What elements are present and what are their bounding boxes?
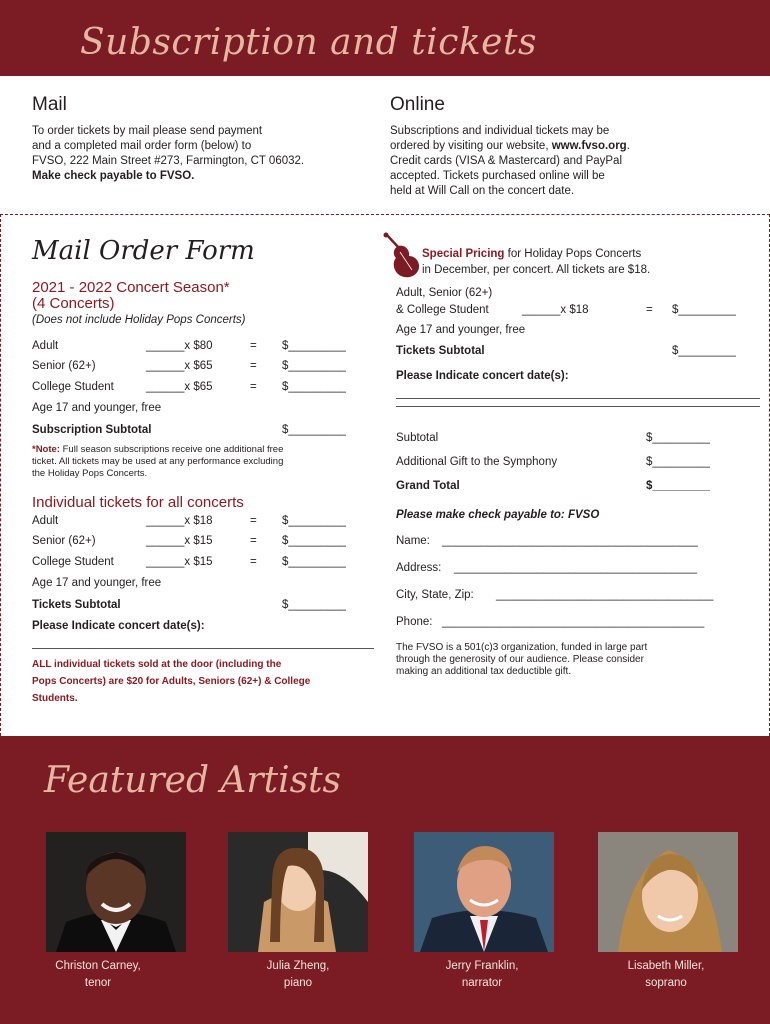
artist-caption-miller: [596, 958, 736, 992]
row-label: Adult: [32, 515, 59, 527]
address-field[interactable]: [396, 562, 750, 582]
footnote-label: *Note:: [32, 444, 60, 455]
row-label: Age 17 and younger, free: [396, 324, 526, 336]
online-line: Credit cards (VISA & Mastercard) and PayPal: [390, 155, 623, 167]
season-footnote: [32, 444, 382, 480]
artist-caption-zheng: [228, 958, 368, 992]
mail-section: [32, 94, 392, 184]
row-equals: =: [250, 515, 257, 527]
online-heading: Online: [390, 94, 445, 115]
subtotal-amount[interactable]: $_________: [282, 599, 346, 611]
row-equals: =: [250, 340, 257, 352]
door-note-line: ALL individual tickets sold at the door (including the: [32, 659, 282, 670]
pops-special-pricing: [422, 246, 752, 278]
row-price[interactable]: ______x $15: [146, 535, 213, 547]
totals-gift-row: [396, 456, 750, 476]
row-label: Senior (62+): [32, 360, 96, 372]
dates-label: Please Indicate concert date(s):: [396, 370, 569, 382]
violin-icon: [382, 232, 422, 284]
row-equals: =: [646, 304, 653, 316]
row-label: Senior (62+): [32, 535, 96, 547]
row-equals: =: [250, 556, 257, 568]
field-line[interactable]: ______________________________________: [454, 562, 698, 574]
subtotal-amount[interactable]: $_________: [672, 345, 736, 357]
row-amount[interactable]: $_________: [282, 381, 346, 393]
row-amount[interactable]: $_________: [282, 360, 346, 372]
dates-label: Please Indicate concert date(s):: [32, 620, 205, 632]
artist-name: Lisabeth Miller,: [627, 960, 705, 972]
mail-text: [32, 124, 392, 184]
online-text: [390, 124, 750, 199]
season-heading: 2021 - 2022 Concert Season*: [32, 279, 230, 296]
field-line[interactable]: __________________________________: [496, 589, 714, 601]
city-state-zip-field[interactable]: [396, 589, 750, 609]
totals-label: Subtotal: [396, 432, 439, 444]
individual-row-adult: [32, 515, 362, 535]
artist-name: Christon Carney,: [55, 960, 141, 972]
row-price[interactable]: ______x $18: [146, 515, 213, 527]
payable-text: Please make check payable to: FVSO: [396, 509, 600, 521]
subtotal-label: Tickets Subtotal: [32, 599, 121, 611]
totals-amount[interactable]: $_________: [646, 456, 710, 468]
totals-amount[interactable]: $_________: [646, 480, 710, 492]
row-label: Adult: [32, 340, 59, 352]
field-label: Phone:: [396, 616, 433, 628]
row-label: Age 17 and younger, free: [32, 402, 162, 414]
footnote-text: the Holiday Pops Concerts.: [32, 468, 148, 479]
season-row-senior: [32, 360, 362, 380]
artist-name: Jerry Franklin,: [445, 960, 519, 972]
artist-caption-franklin: [412, 958, 552, 992]
nonprofit-note: [396, 642, 756, 678]
field-line[interactable]: _________________________________________: [442, 616, 705, 628]
row-equals: =: [250, 535, 257, 547]
artist-photo-franklin: [414, 832, 554, 952]
dates-entry-line[interactable]: [32, 648, 374, 649]
row-amount[interactable]: $_________: [672, 304, 736, 316]
pops-dates-entry-line[interactable]: [396, 406, 760, 407]
footnote-text: ticket. All tickets may be used at any performance excluding: [32, 456, 284, 467]
artist-role: tenor: [84, 977, 112, 989]
artist-role: piano: [283, 977, 313, 989]
online-line: [390, 139, 750, 154]
season-subheading: (4 Concerts): [32, 295, 115, 312]
door-price-note: [32, 656, 382, 707]
artist-photo-carney: [46, 832, 186, 952]
season-subtotal-row: [32, 424, 362, 444]
online-section: [390, 94, 750, 199]
row-amount[interactable]: $_________: [282, 340, 346, 352]
pops-dates-entry-line[interactable]: [396, 398, 760, 399]
field-line[interactable]: ________________________________________: [442, 535, 698, 547]
online-line: held at Will Call on the concert date.: [390, 185, 575, 197]
mail-payable-line: Make check payable to FVSO.: [32, 170, 195, 182]
special-pricing-text: for Holiday Pops Concerts: [504, 248, 642, 260]
special-pricing-label: Special Pricing: [422, 248, 505, 260]
mail-line: To order tickets by mail please send payment: [32, 125, 263, 137]
totals-label: Grand Total: [396, 480, 460, 492]
pops-subtotal-row: [396, 345, 750, 365]
phone-field[interactable]: [396, 616, 750, 636]
row-price[interactable]: ______x $18: [522, 304, 589, 316]
subtotal-label: Tickets Subtotal: [396, 345, 485, 357]
totals-label: Additional Gift to the Symphony: [396, 456, 558, 468]
field-label: Name:: [396, 535, 430, 547]
form-title: Mail Order Form: [32, 236, 255, 266]
mail-line: FVSO, 222 Main Street #273, Farmington, CT 06032.: [32, 155, 305, 167]
nonprofit-line: through the generosity of our audience. Please consider: [396, 654, 644, 665]
individual-row-senior: [32, 535, 362, 555]
row-label: Age 17 and younger, free: [32, 577, 162, 589]
page-title: Subscription and tickets: [80, 22, 537, 63]
special-pricing-text: in December, per concert. All tickets are $18.: [422, 264, 651, 276]
field-label: City, State, Zip:: [396, 589, 474, 601]
row-price[interactable]: ______x $65: [146, 381, 213, 393]
individual-heading: Individual tickets for all concerts: [32, 494, 244, 511]
name-field[interactable]: [396, 535, 750, 555]
row-equals: =: [250, 381, 257, 393]
totals-subtotal-row: [396, 432, 750, 452]
row-equals: =: [250, 360, 257, 372]
individual-row-college: [32, 556, 362, 576]
website-link[interactable]: www.fvso.org: [551, 140, 627, 152]
row-amount[interactable]: $_________: [282, 515, 346, 527]
online-line-text: ordered by visiting our website,: [390, 140, 552, 152]
row-price[interactable]: ______x $65: [146, 360, 213, 372]
row-amount[interactable]: $_________: [282, 556, 346, 568]
artist-role: narrator: [461, 977, 503, 989]
artist-role: soprano: [645, 977, 687, 989]
individual-subtotal-row: [32, 599, 362, 619]
row-label: College Student: [32, 381, 114, 393]
row-label: & College Student: [396, 304, 489, 316]
totals-grand-row: [396, 480, 750, 500]
artist-photo-miller: [598, 832, 738, 952]
artist-photo-zheng: [228, 832, 368, 952]
artist-caption-carney: [28, 958, 168, 992]
online-line: accepted. Tickets purchased online will be: [390, 170, 605, 182]
subtotal-label: Subscription Subtotal: [32, 424, 152, 436]
season-row-adult: [32, 340, 362, 360]
door-note-line: Students.: [32, 693, 78, 704]
artist-name: Julia Zheng,: [266, 960, 330, 972]
season-row-college: [32, 381, 362, 401]
pops-row-college: [396, 304, 750, 324]
featured-artists-title: Featured Artists: [44, 760, 342, 801]
row-price[interactable]: ______x $80: [146, 340, 213, 352]
online-line-text: .: [626, 140, 630, 152]
totals-amount[interactable]: $_________: [646, 432, 710, 444]
subtotal-amount[interactable]: $_________: [282, 424, 346, 436]
online-line: Subscriptions and individual tickets may be: [390, 125, 610, 137]
mail-heading: Mail: [32, 94, 67, 115]
nonprofit-line: The FVSO is a 501(c)3 organization, funded in large part: [396, 642, 648, 653]
row-label: College Student: [32, 556, 114, 568]
mail-line: and a completed mail order form (below) to: [32, 140, 252, 152]
row-amount[interactable]: $_________: [282, 535, 346, 547]
row-label: Adult, Senior (62+): [396, 287, 493, 299]
footnote-text: Full season subscriptions receive one additional free: [59, 444, 284, 455]
door-note-line: Pops Concerts) are $20 for Adults, Seniors (62+) & College: [32, 676, 311, 687]
row-price[interactable]: ______x $15: [146, 556, 213, 568]
season-note: (Does not include Holiday Pops Concerts): [32, 314, 246, 326]
field-label: Address:: [396, 562, 442, 574]
nonprofit-line: making an additional tax deductible gift.: [396, 666, 572, 677]
header-banner: [0, 0, 770, 76]
